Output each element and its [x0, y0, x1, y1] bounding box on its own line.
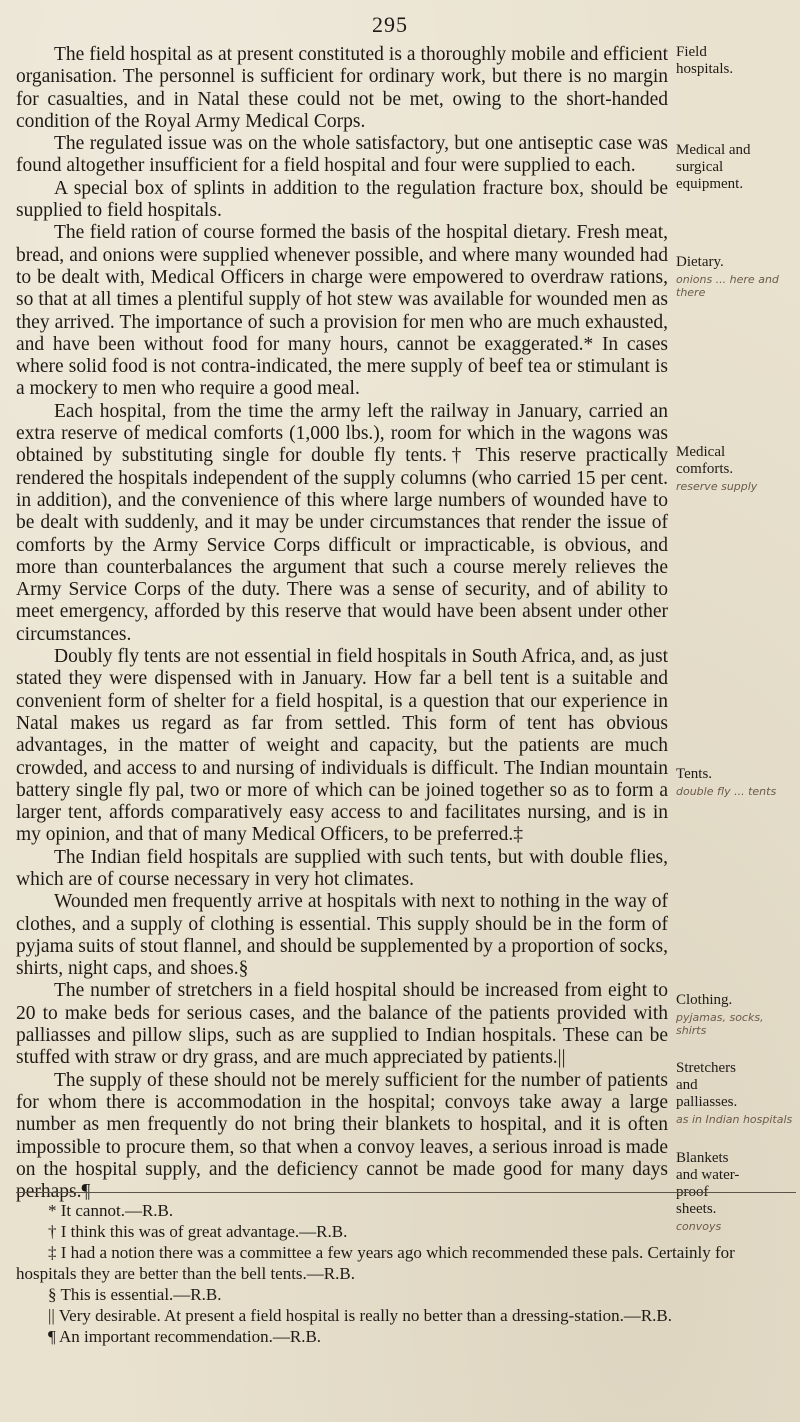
- footnote: † I think this was of great advantage.—R.B.: [48, 1222, 348, 1241]
- paragraph-tents: Doubly fly tents are not essential in field hospitals in South Africa, and, as just stated they were dispensed with in January. How far a bell tent is a suitable and convenient form of shelter for a field hospital, is a question that our experience in Natal makes us regard as far from settled. This form of tent has obvious advantages, in the matter of weight and capacity, but the patients are much crowded, and access to and nursing of individuals is difficult. The Indian mountain battery single fly pal, two or more of which can be joined together so as to form a larger tent, affords comparatively easy access to and facilitates nursing, and is in my opinion, and that of many Medical Officers, to be preferred.‡: [16, 646, 668, 846]
- margin-note-dietary: Dietary. onions ... here and there: [676, 254, 794, 299]
- paragraph-equipment: The regulated issue was on the whole satisfactory, but one antiseptic case was found altogether insufficient for a field hospital and four were supplied to each.: [16, 133, 668, 177]
- footnotes: [16, 1200, 796, 1347]
- footnote-divider: [16, 1192, 796, 1193]
- paragraph-field-hospital: The field hospital as at present constituted is a thoroughly mobile and efficient organisation. The personnel is sufficient for ordinary work, but there is no margin for casualties, and in Natal these could not be met, owing to the short-handed condition of the Royal Army Medical Corps.: [16, 44, 668, 132]
- footnote: § This is essential.—R.B.: [48, 1285, 222, 1304]
- handwritten-annotation: convoys: [676, 1220, 722, 1233]
- paragraph-stretchers: The number of stretchers in a field hospital should be increased from eight to 20 to make beds for serious cases, and the balance of the patients provided with palliasses and pillow slips, such as are supplied to Indian hospitals. These can be stuffed with straw or dry grass, and are much appreciated by patients.||: [16, 980, 668, 1069]
- paragraph-dietary: The field ration of course formed the basis of the hospital dietary. Fresh meat, bread, and onions were supplied whenever possible, and where many wounded had to be dealt with, Medical Officers in charge were empowered to overdraw rations, so that at all times a plentiful supply of hot stew was available for wounded men as they arrived. The importance of such a provision for men who are much exhausted, and have been without food for many hours, cannot be exaggerated.* In cases where solid food is not contra-indicated, the mere supply of beef tea or stimulant is a mockery to men who require a good meal.: [16, 222, 668, 400]
- footnote: * It cannot.—R.B.: [48, 1201, 174, 1220]
- handwritten-annotation: reserve supply: [676, 480, 758, 493]
- paragraph-clothing: Wounded men frequently arrive at hospitals with next to nothing in the way of clothes, and a supply of clothing is essential. This supply should be in the form of pyjama suits of stout flannel, and should be supplemented by a proportion of socks, shirts, night caps, and shoes.§: [16, 891, 668, 980]
- margin-note-clothing: Clothing. pyjamas, socks, shirts: [676, 992, 794, 1037]
- paragraph-medical-comforts: Each hospital, from the time the army left the railway in January, carried an extra reserve of medical comforts (1,000 lbs.), room for which in the wagons was obtained by substituting single for double fly tents.† This reserve practically rendered the hospitals independent of the supply columns (who carried 15 per cent. in addition), and the convenience of this where large numbers of wounded have to be dealt with suddenly, and it may be under circumstances that render the issue of comforts by the Army Service Corps difficult or impracticable, is obvious, and more than counterbalances the argument that such a course merely relieves the Army Service Corps of the duty. There was a sense of security, and of ability to meet emergency, afforded by this reserve that would have been absent under other circumstances.: [16, 400, 668, 645]
- margin-note-blankets: Blankets and water- proof sheets. convoys: [676, 1150, 794, 1233]
- margin-note-stretchers: Stretchers and palliasses. as in Indian hospitals: [676, 1060, 793, 1126]
- footnote: || Very desirable. At present a field hospital is really no better than a dressing-station.—R.B.: [48, 1306, 673, 1325]
- margin-note-tents: Tents. double fly ... tents: [676, 766, 794, 798]
- footnote: ¶ An important recommendation.—R.B.: [48, 1327, 322, 1346]
- page-number: 295: [372, 12, 408, 37]
- paragraph-blankets: The supply of these should not be merely sufficient for the number of patients for whom there is accommodation in the hospital; convoys take away a large number as men frequently do not bring their blankets to hospital, and it is often impossible to procure them, so that when a convoy leaves, a serious inroad is made on the hospital supply, and the deficiency cannot be made good for many days perhaps.¶: [16, 1069, 668, 1203]
- main-text: [16, 44, 668, 1203]
- margin-note-equipment: Medical and surgical equipment.: [676, 142, 751, 192]
- footnote: ‡ I had a notion there was a committee a few years ago which recommended these pals. Certainly for hospitals they are better than the bell tents.—R.B.: [16, 1243, 735, 1283]
- handwritten-annotation: onions ... here and there: [676, 273, 779, 299]
- margin-note-medical-comforts: Medical comforts. reserve supply: [676, 444, 794, 493]
- margin-note-field-hospitals: Field hospitals.: [676, 44, 734, 77]
- paragraph-indian-tents: The Indian field hospitals are supplied with such tents, but with double flies, which are of course necessary in very hot climates.: [16, 846, 668, 890]
- handwritten-annotation: double fly ... tents: [676, 785, 777, 798]
- paragraph-splints: A special box of splints in addition to the regulation fracture box, should be supplied to field hospitals.: [16, 177, 668, 222]
- handwritten-annotation: pyjamas, socks, shirts: [676, 1011, 764, 1037]
- handwritten-annotation: as in Indian hospitals: [676, 1113, 793, 1126]
